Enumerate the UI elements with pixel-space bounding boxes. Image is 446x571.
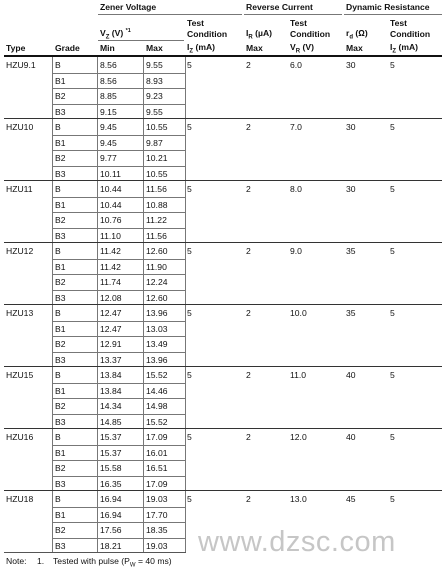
end-vrule (185, 491, 186, 552)
max-header: Max (146, 43, 163, 53)
iz2-test-cell: 5 (390, 60, 395, 70)
vz-min-cell: 11.74 (100, 277, 121, 287)
rd-max-cell: 30 (346, 122, 356, 132)
vz-min-cell: 14.85 (100, 416, 122, 427)
header-rule-reverse (244, 14, 342, 15)
vz-min-cell: 13.84 (100, 370, 122, 380)
ir-max-cell: 2 (246, 308, 251, 318)
note-number: 1. (37, 556, 45, 566)
iz2-test-cell: 5 (390, 370, 395, 380)
zener-voltage-header: Zener Voltage (100, 2, 157, 12)
vz-max-cell: 10.55 (146, 168, 168, 179)
vz-min-cell: 12.91 (100, 339, 122, 349)
grade-cell: B (55, 184, 61, 194)
grade-cell: B2 (55, 91, 66, 101)
grade-row-rule (52, 197, 186, 198)
reverse-current-header: Reverse Current (246, 2, 313, 12)
max-vrule (143, 429, 144, 490)
iz-test-cell: 5 (187, 308, 192, 318)
vz-max-cell: 10.88 (146, 199, 168, 210)
ir-max-cell: 2 (246, 246, 251, 256)
grade-cell: B3 (55, 106, 66, 117)
grade-row-rule (52, 507, 186, 508)
ir-max-cell: 2 (246, 432, 251, 442)
iz-test-cell: 5 (187, 370, 192, 380)
min-vrule (97, 367, 98, 428)
vz-min-cell: 11.42 (100, 246, 121, 256)
header-rule-dynamic (344, 14, 442, 15)
vz-min-cell: 12.47 (100, 308, 122, 318)
rd-max-cell: 30 (346, 184, 356, 194)
vz-max-cell: 17.09 (146, 432, 168, 442)
note-rule (4, 552, 186, 553)
vz-max-cell: 11.56 (146, 230, 167, 241)
grade-row-rule (52, 135, 186, 136)
vz-min-cell: 10.44 (100, 184, 122, 194)
grade-cell: B2 (55, 277, 66, 287)
vz-min-cell: 15.37 (100, 432, 122, 442)
grade-row-rule (52, 336, 186, 337)
vz-min-cell: 9.15 (100, 106, 117, 117)
vz-max-cell: 8.93 (146, 75, 163, 86)
vz-min-cell: 17.56 (100, 525, 122, 535)
grade-row-rule (52, 228, 186, 229)
grade-header: Grade (55, 43, 80, 53)
vz-max-cell: 14.46 (146, 385, 168, 396)
ir-max-header: Max (246, 43, 263, 53)
vz-min-cell: 14.34 (100, 401, 122, 411)
grade-cell: B (55, 308, 61, 318)
iz2-test-cell: 5 (390, 432, 395, 442)
vz-max-cell: 15.52 (146, 370, 168, 380)
group-rule (4, 180, 442, 181)
grade-row-rule (52, 104, 186, 105)
vz-max-cell: 10.21 (146, 153, 168, 163)
group-rule (4, 366, 442, 367)
max-vrule (143, 57, 144, 118)
group-rule (4, 490, 442, 491)
ir-max-cell: 2 (246, 370, 251, 380)
vz-max-cell: 18.35 (146, 525, 168, 535)
vz-max-cell: 12.24 (146, 277, 168, 287)
rd-max-cell: 30 (346, 60, 356, 70)
grade-cell: B3 (55, 168, 66, 179)
max-vrule (143, 305, 144, 366)
grade-row-rule (52, 150, 186, 151)
grade-cell: B2 (55, 525, 66, 535)
rd-max-cell: 35 (346, 308, 356, 318)
vz-min-cell: 9.45 (100, 137, 117, 148)
iz2-test-cell: 5 (390, 246, 395, 256)
grade-cell: B (55, 60, 61, 70)
min-vrule (97, 429, 98, 490)
group-rule (4, 304, 442, 305)
vz-min-cell: 16.94 (100, 509, 122, 520)
grade-vrule (52, 181, 53, 242)
min-vrule (97, 491, 98, 552)
iz-test-cell: 5 (187, 246, 192, 256)
ir-header: $I_R$ (µA) (246, 28, 273, 41)
ir-max-cell: 2 (246, 184, 251, 194)
type-cell: HZU15 (6, 370, 34, 380)
grade-row-rule (52, 88, 186, 89)
grade-row-rule (52, 476, 186, 477)
grade-row-rule (52, 414, 186, 415)
vz-max-cell: 13.03 (146, 323, 168, 334)
vz-min-cell: 13.37 (100, 354, 122, 365)
test-condition-1-line2: Condition (187, 29, 228, 39)
grade-cell: B2 (55, 339, 66, 349)
grade-row-rule (52, 538, 186, 539)
vz-min-cell: 13.84 (100, 385, 122, 396)
vz-max-cell: 13.49 (146, 339, 168, 349)
test-condition-3-line1: Test (390, 18, 408, 28)
min-header: Min (100, 43, 115, 53)
test-condition-1-line1: Test (187, 18, 205, 28)
vz-max-cell: 11.22 (146, 215, 167, 225)
grade-cell: B3 (55, 540, 66, 551)
vr-test-cell: 7.0 (290, 122, 302, 132)
grade-row-rule (52, 321, 186, 322)
vr-test-cell: 8.0 (290, 184, 302, 194)
vz-max-cell: 11.90 (146, 261, 167, 272)
iz2-header: $I_Z$ (mA) (390, 42, 419, 55)
test-condition-2-line1: Test (290, 18, 308, 28)
grade-cell: B1 (55, 199, 66, 210)
vz-min-cell: 16.94 (100, 494, 122, 504)
type-cell: HZU10 (6, 122, 34, 132)
type-cell: HZU9.1 (6, 60, 36, 70)
min-vrule (97, 119, 98, 180)
grade-vrule (52, 491, 53, 552)
watermark-text: www.dzsc.com (198, 526, 396, 558)
iz-test-cell: 5 (187, 494, 192, 504)
vr-test-cell: 9.0 (290, 246, 302, 256)
iz-test-cell: 5 (187, 60, 192, 70)
header-rule-zener (98, 14, 242, 15)
grade-cell: B1 (55, 75, 66, 86)
grade-cell: B1 (55, 509, 66, 520)
iz2-test-cell: 5 (390, 122, 395, 132)
type-header: Type (6, 43, 26, 53)
vz-min-cell: 9.45 (100, 122, 117, 132)
vz-min-cell: 15.37 (100, 447, 122, 458)
end-vrule (185, 243, 186, 304)
rd-max-cell: 35 (346, 246, 356, 256)
vz-min-cell: 8.56 (100, 60, 117, 70)
grade-cell: B1 (55, 137, 66, 148)
vz-max-cell: 9.55 (146, 106, 163, 117)
grade-vrule (52, 305, 53, 366)
group-rule (4, 428, 442, 429)
max-vrule (143, 243, 144, 304)
max-vrule (143, 491, 144, 552)
ir-max-cell: 2 (246, 122, 251, 132)
grade-row-rule (52, 398, 186, 399)
vz-max-cell: 16.01 (146, 447, 168, 458)
grade-cell: B3 (55, 416, 66, 427)
grade-cell: B2 (55, 215, 66, 225)
grade-row-rule (52, 383, 186, 384)
note-label: Note: (6, 556, 27, 566)
note-text: Tested with pulse ($P_W = 40$ ms) (53, 556, 172, 569)
vz-max-cell: 11.56 (146, 184, 167, 194)
iz-test-cell: 5 (187, 122, 192, 132)
end-vrule (185, 181, 186, 242)
grade-cell: B1 (55, 385, 66, 396)
iz-test-cell: 5 (187, 184, 192, 194)
rd-header: $r_d$ (Ω) (346, 28, 368, 41)
grade-cell: B3 (55, 292, 66, 303)
vz-min-cell: 9.77 (100, 153, 117, 163)
grade-cell: B2 (55, 463, 66, 473)
rd-max-header: Max (346, 43, 363, 53)
vz-min-cell: 10.44 (100, 199, 122, 210)
grade-row-rule (52, 352, 186, 353)
grade-row-rule (52, 460, 186, 461)
grade-cell: B (55, 246, 61, 256)
vr-test-cell: 11.0 (290, 370, 307, 380)
min-vrule (97, 243, 98, 304)
vz-min-cell: 12.47 (100, 323, 122, 334)
vz-max-cell: 12.60 (146, 292, 168, 303)
grade-cell: B3 (55, 230, 66, 241)
grade-cell: B1 (55, 447, 66, 458)
vz-max-cell: 9.87 (146, 137, 163, 148)
vz-min-cell: 11.42 (100, 261, 121, 272)
vz-min-cell: 11.10 (100, 230, 121, 241)
end-vrule (185, 429, 186, 490)
vz-max-cell: 14.98 (146, 401, 168, 411)
grade-vrule (52, 119, 53, 180)
grade-row-rule (52, 445, 186, 446)
vz-min-cell: 18.21 (100, 540, 122, 551)
rd-max-cell: 40 (346, 432, 356, 442)
iz2-test-cell: 5 (390, 308, 395, 318)
grade-vrule (52, 57, 53, 118)
min-vrule (97, 57, 98, 118)
end-vrule (185, 367, 186, 428)
vz-max-cell: 19.03 (146, 540, 168, 551)
group-rule (4, 242, 442, 243)
vz-max-cell: 17.09 (146, 478, 168, 489)
vr-test-cell: 13.0 (290, 494, 307, 504)
vz-header: $V_Z$ (V) $^{*1}$ (100, 28, 131, 41)
type-cell: HZU13 (6, 308, 34, 318)
vz-max-cell: 17.70 (146, 509, 168, 520)
grade-cell: B1 (55, 323, 66, 334)
grade-row-rule (52, 290, 186, 291)
end-vrule (185, 119, 186, 180)
grade-row-rule (52, 259, 186, 260)
vz-max-cell: 15.52 (146, 416, 168, 427)
grade-row-rule (52, 212, 186, 213)
type-cell: HZU11 (6, 184, 33, 194)
end-vrule (185, 305, 186, 366)
iz2-test-cell: 5 (390, 494, 395, 504)
vz-max-cell: 16.51 (146, 463, 168, 473)
grade-cell: B3 (55, 354, 66, 365)
group-rule (4, 118, 442, 119)
max-vrule (143, 367, 144, 428)
vz-min-cell: 15.58 (100, 463, 122, 473)
header-rule-bottom (4, 55, 442, 57)
grade-cell: B1 (55, 261, 66, 272)
test-condition-3-line2: Condition (390, 29, 431, 39)
grade-cell: B2 (55, 401, 66, 411)
ir-max-cell: 2 (246, 494, 251, 504)
vz-max-cell: 9.55 (146, 60, 163, 70)
min-vrule (97, 181, 98, 242)
grade-vrule (52, 243, 53, 304)
test-condition-2-line2: Condition (290, 29, 331, 39)
grade-cell: B3 (55, 478, 66, 489)
vz-max-cell: 13.96 (146, 354, 168, 365)
max-vrule (143, 181, 144, 242)
grade-cell: B (55, 494, 61, 504)
vz-min-cell: 10.11 (100, 168, 121, 179)
vz-max-cell: 9.23 (146, 91, 163, 101)
grade-row-rule (52, 166, 186, 167)
grade-cell: B (55, 370, 61, 380)
grade-cell: B2 (55, 153, 66, 163)
type-cell: HZU16 (6, 432, 34, 442)
max-vrule (143, 119, 144, 180)
min-vrule (97, 305, 98, 366)
vz-min-cell: 12.08 (100, 292, 122, 303)
dynamic-resistance-header: Dynamic Resistance (346, 2, 430, 12)
vz-max-cell: 13.96 (146, 308, 168, 318)
iz-test-cell: 5 (187, 432, 192, 442)
vz-max-cell: 12.60 (146, 246, 168, 256)
grade-vrule (52, 429, 53, 490)
type-cell: HZU12 (6, 246, 34, 256)
vz-min-cell: 8.56 (100, 75, 117, 86)
grade-cell: B (55, 122, 61, 132)
rd-max-cell: 45 (346, 494, 356, 504)
vr-test-cell: 6.0 (290, 60, 302, 70)
type-cell: HZU18 (6, 494, 34, 504)
vz-min-cell: 8.85 (100, 91, 117, 101)
ir-max-cell: 2 (246, 60, 251, 70)
rd-max-cell: 40 (346, 370, 356, 380)
grade-cell: B (55, 432, 61, 442)
vz-max-cell: 19.03 (146, 494, 168, 504)
vz-min-cell: 10.76 (100, 215, 122, 225)
grade-row-rule (52, 274, 186, 275)
end-vrule (185, 57, 186, 118)
vz-min-cell: 16.35 (100, 478, 122, 489)
vz-max-cell: 10.55 (146, 122, 168, 132)
grade-row-rule (52, 73, 186, 74)
vr-header: $V_R$ (V) (290, 42, 314, 55)
vr-test-cell: 10.0 (290, 308, 307, 318)
iz-header: $I_Z$ (mA) (187, 42, 216, 55)
grade-vrule (52, 367, 53, 428)
vr-test-cell: 12.0 (290, 432, 307, 442)
grade-row-rule (52, 522, 186, 523)
iz2-test-cell: 5 (390, 184, 395, 194)
